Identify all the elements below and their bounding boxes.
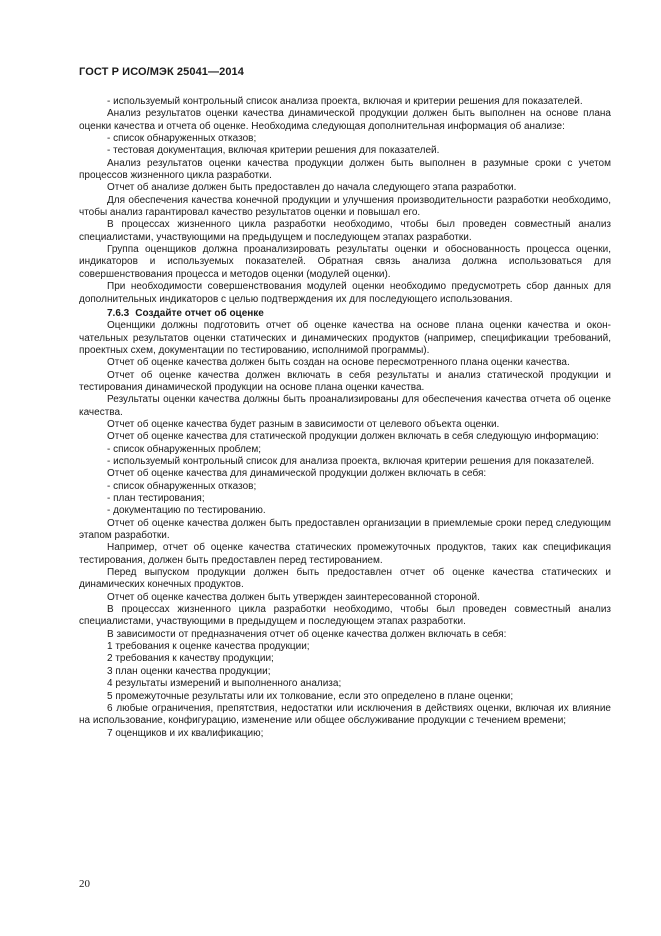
paragraph: 2 требования к качеству продукции; [107,653,274,665]
paragraph: Анализ результатов оценки качества динамической продукции должен быть выполнен на основе плана оценки качества и отчета об оценке. Необходима следующая дополнительная информация об анализе: [79,108,611,132]
paragraph: В процессах жизненного цикла разработки необходимо, чтобы был проведен совместный анализ специалистами, участвующими на предыдущем и последующем этапах разработки. [79,219,611,243]
paragraph: Отчет об оценке качества должен быть создан на основе пересмотренного плана оценки качества. [107,357,570,369]
paragraph: Оценщики должны подготовить отчет об оценке качества на основе плана оценки качества и окончательных результатов оценки статических и динамических продуктов (например, спецификации требований, проектных схем, документации по тестированию, исполнимой программы). [79,320,611,356]
section-heading [79,308,611,320]
list-item: - используемый контрольный список анализа проекта, включая и критерии решения для показателей. [107,96,583,107]
section-number: 7.6.3 [107,307,130,319]
paragraph: Например, отчет об оценке качества статических промежуточных продуктов, таких как спецификация тестирования, должен быть предоставлен перед тестированием. [79,542,611,566]
document-body [79,96,611,740]
paragraph: 4 результаты измерений и выполненного анализа; [107,678,342,690]
paragraph: 6 любые ограничения, препятствия, недостатки или исключения в действиях оценки, включая их влияние на использование, конфигурацию, изменение или общее обслуживание продукции с течением времени; [79,702,611,727]
list-item: - список обнаруженных отказов; [107,133,257,145]
list-item: - тестовая документация, включая критерии решения для показателей. [107,145,440,157]
list-item: - документацию по тестированию. [107,505,266,517]
standard-header: ГОСТ Р ИСО/МЭК 25041—2014 [79,66,244,78]
paragraph: 1 требования к оценке качества продукции; [107,641,310,653]
paragraph: Результаты оценки качества должны быть проанализированы для обеспечения качества отчета об оценке качества. [79,394,611,418]
paragraph: В зависимости от предназначения отчет об оценке качества должен включать в себя: [107,628,507,640]
paragraph: В процессах жизненного цикла разработки необходимо, чтобы был проведен совместный анализ специалистами, участвующими в предыдущем и последующем этапах разработки. [79,604,611,628]
paragraph: Перед выпуском продукции должен быть предоставлен отчет об оценке качества статических и динамических конечных продуктов. [79,567,611,591]
paragraph: При необходимости совершенствования модулей оценки необходимо предусмотреть сбор данных для дополнительных индикаторов с целью подтверждения их для последующего использования. [79,281,611,305]
list-item: - список обнаруженных проблем; [107,443,261,455]
paragraph: 3 план оценки качества продукции; [107,665,271,677]
paragraph: Группа оценщиков должна проанализировать результаты оценки и обоснованность процесса оценки, индикаторов и используемых показателей. Обратная связь анализа должна использоваться для совершенствования процесса и методов оценки (модулей оценки). [79,244,611,280]
paragraph: Отчет об оценке качества должен быть предоставлен организации в приемлемые сроки перед следующим этапом разработки. [79,517,611,542]
page-number: 20 [79,878,90,890]
paragraph: Отчет об оценке качества для статической продукции должен включать в себя следующую информацию: [107,431,599,443]
list-item: - план тестирования; [107,493,205,504]
list-item: - используемый контрольный список для анализа проекта, включая критерии решения для показателей. [107,455,595,467]
paragraph: 7 оценщиков и их квалификацию; [107,727,264,739]
paragraph: Для обеспечения качества конечной продукции и улучшения производительности разработки необходимо, чтобы анализ гарантировал качество результатов оценки и повышал его. [79,194,611,219]
paragraph: Отчет об оценке качества должен быть утвержден заинтересованной стороной. [107,591,480,603]
paragraph: 5 промежуточные результаты или их толкование, если это определено в плане оценки; [107,690,514,702]
paragraph: Отчет об анализе должен быть предоставлен до начала следующего этапа разработки. [107,182,517,194]
paragraph: Анализ результатов оценки качества продукции должен быть выполнен в разумные сроки с учетом процессов жизненного цикла разработки. [79,157,611,182]
section-title: Создайте отчет об оценке [135,307,264,319]
list-item: - список обнаруженных отказов; [107,480,257,492]
paragraph: Отчет об оценке качества для динамической продукции должен включать в себя: [107,468,487,480]
paragraph: Отчет об оценке качества будет разным в зависимости от целевого объекта оценки. [107,418,500,430]
paragraph: Отчет об оценке качества должен включать в себя результаты и анализ статической продукции и тестирования динамической продукции на основе плана оценки качества. [79,369,611,393]
